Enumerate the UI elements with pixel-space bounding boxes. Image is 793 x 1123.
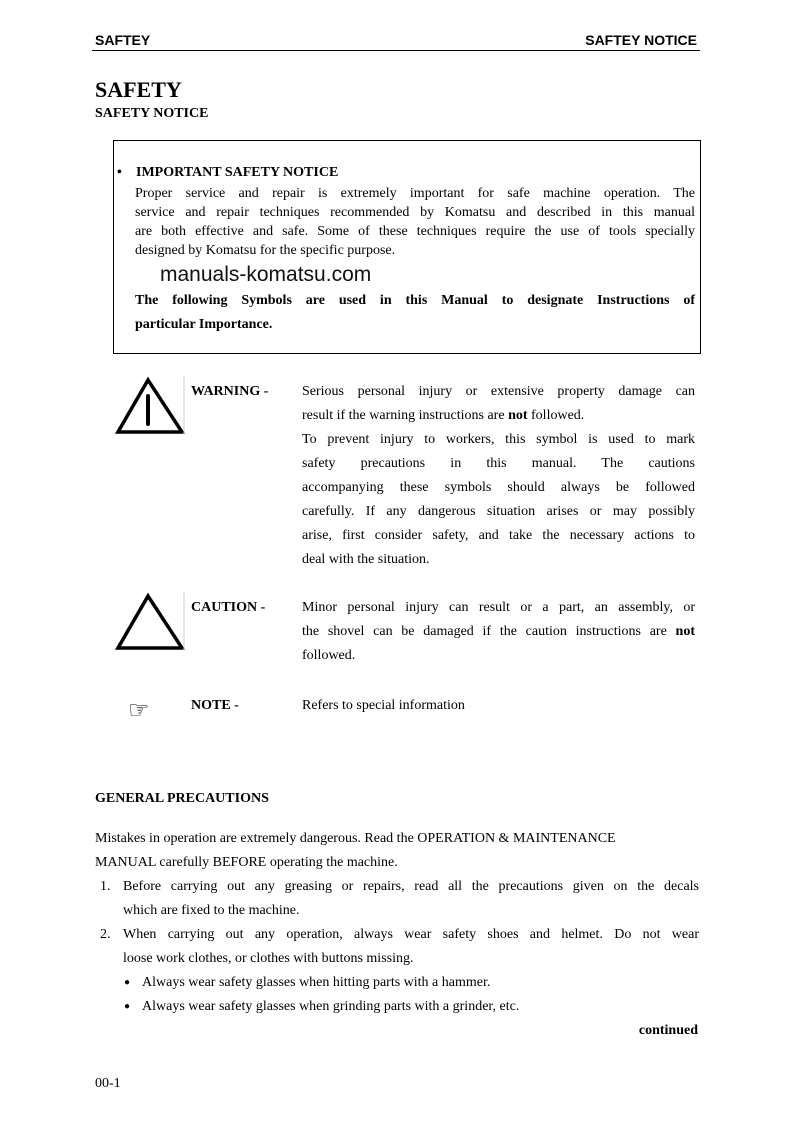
- warning-line: To prevent injury to workers, this symbol is used to mark: [302, 432, 695, 447]
- notice-bold-line: particular Importance.: [135, 317, 273, 332]
- bullet-item: Always wear safety glasses when hitting parts with a hammer.: [142, 975, 491, 990]
- notice-bold-line: The following Symbols are used in this Manual to designate Instructions of: [135, 293, 695, 308]
- note-text: Refers to special information: [302, 698, 465, 713]
- warning-line: carefully. If any dangerous situation arises or may possibly: [302, 504, 695, 519]
- warning-triangle-icon: [114, 376, 186, 436]
- general-precautions-heading: GENERAL PRECAUTIONS: [95, 791, 269, 806]
- continued-label: continued: [638, 1023, 698, 1038]
- notice-line: are both effective and safe. Some of these techniques require the use of tools specially: [135, 224, 695, 239]
- page-title: SAFETY: [95, 77, 182, 102]
- warning-line: safety precautions in this manual. The cautions: [302, 456, 695, 471]
- caution-triangle-icon: [114, 592, 186, 652]
- warning-line: result if the warning instructions are not followed.: [302, 408, 585, 423]
- notice-line: service and repair techniques recommended by Komatsu and described in this manual: [135, 205, 695, 220]
- notice-line: Proper service and repair is extremely important for safe machine operation. The: [135, 186, 695, 201]
- list-item-line: which are fixed to the machine.: [123, 903, 300, 918]
- caution-label: CAUTION -: [191, 600, 266, 615]
- warning-line: arise, first consider safety, and take the necessary actions to: [302, 528, 695, 543]
- warning-line: accompanying these symbols should always be followed: [302, 480, 695, 495]
- watermark: manuals-komatsu.com: [160, 263, 372, 286]
- pointing-hand-icon: ☞: [128, 698, 150, 724]
- bullet-icon: •: [117, 165, 122, 180]
- caution-line: Minor personal injury can result or a part, an assembly, or: [302, 600, 695, 615]
- header-right: SAFTEY NOTICE: [585, 32, 697, 48]
- header-rule: [92, 50, 700, 51]
- page-subtitle: SAFETY NOTICE: [95, 106, 209, 121]
- notice-line: designed by Komatsu for the specific purpose.: [135, 243, 396, 258]
- page-number: 00-1: [95, 1076, 121, 1091]
- caution-line: followed.: [302, 648, 356, 663]
- warning-line: Serious personal injury or extensive property damage can: [302, 384, 695, 399]
- warning-label: WARNING -: [191, 384, 269, 399]
- bullet-item: Always wear safety glasses when grinding parts with a grinder, etc.: [142, 999, 520, 1014]
- bullet-icon: ●: [124, 1001, 131, 1012]
- intro-line: Mistakes in operation are extremely dangerous. Read the OPERATION & MAINTENANCE: [95, 831, 616, 846]
- list-item-number: 2.: [100, 927, 111, 942]
- warning-line: deal with the situation.: [302, 552, 430, 567]
- list-item-line: Before carrying out any greasing or repairs, read all the precautions given on the decals: [123, 879, 699, 894]
- intro-line: MANUAL carefully BEFORE operating the machine.: [95, 855, 398, 870]
- bullet-icon: ●: [124, 977, 131, 988]
- list-item-number: 1.: [100, 879, 111, 894]
- note-label: NOTE -: [191, 698, 239, 713]
- header-left: SAFTEY: [95, 32, 151, 48]
- list-item-line: When carrying out any operation, always wear safety shoes and helmet. Do not wear: [123, 927, 699, 942]
- caution-line: the shovel can be damaged if the caution instructions are not: [302, 624, 695, 639]
- list-item-line: loose work clothes, or clothes with buttons missing.: [123, 951, 414, 966]
- notice-heading: IMPORTANT SAFETY NOTICE: [136, 165, 339, 180]
